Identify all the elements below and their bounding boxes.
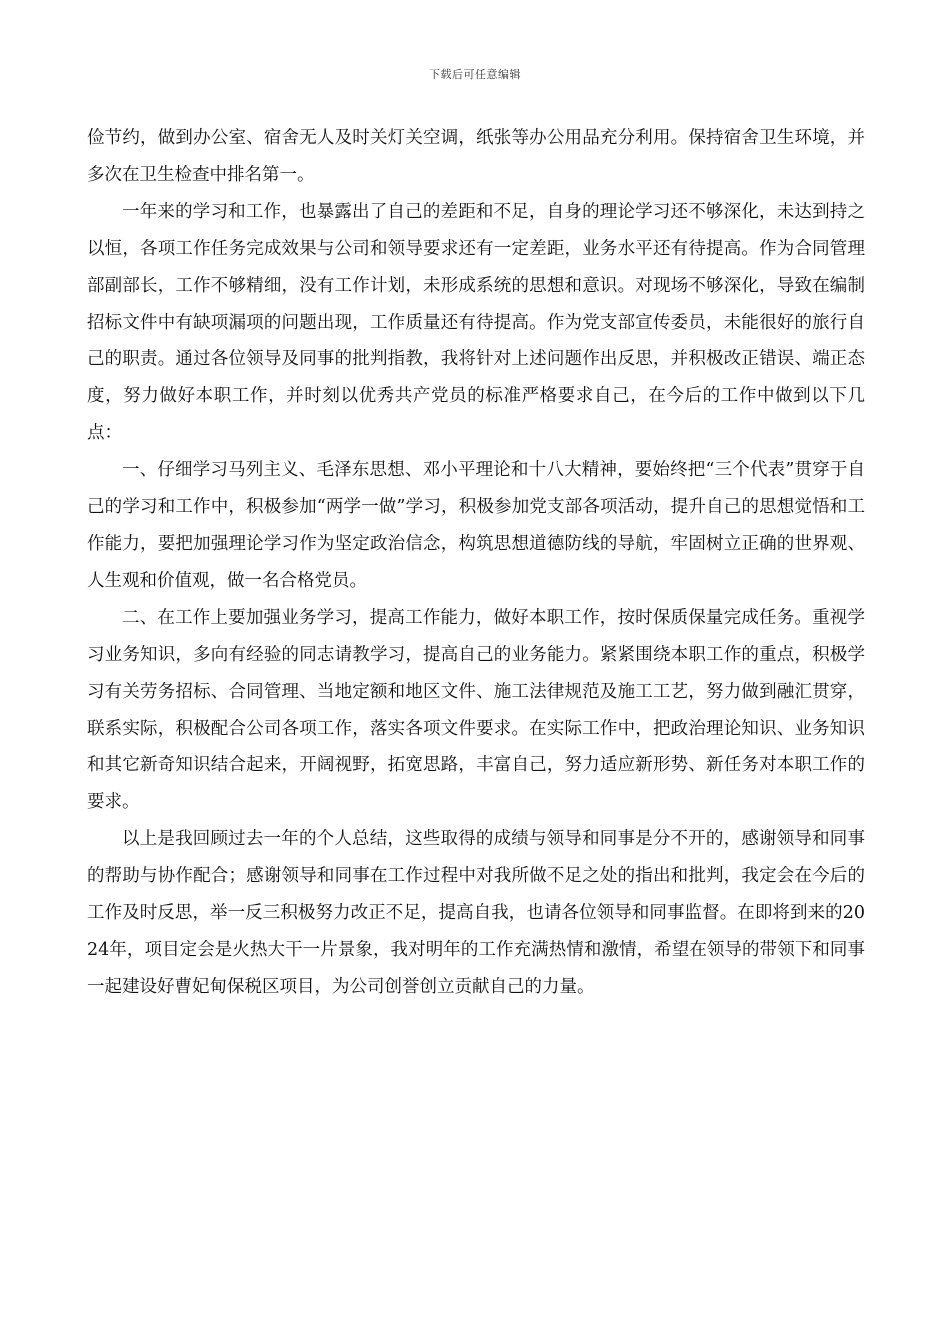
paragraph-5: 以上是我回顾过去一年的个人总结，这些取得的成绩与领导和同事是分不开的，感谢领导和同事的帮助与协作配合；感谢领导和同事在工作过程中对我所做不足之处的指出和批判，我定会在今后的工作及时反思，举一反三积极努力改正不足，提高自我，也请各位领导和同事监督。在即将到来的2024年，项目定会是火热大干一片景象，我对明年的工作充满热情和激情，希望在领导的带领下和同事一起建设好曹妃甸保税区项目，为公司创誉创立贡献自己的力量。 (87, 829, 865, 997)
paragraph-2: 一年来的学习和工作，也暴露出了自己的差距和不足，自身的理论学习还不够深化，未达到持之以恒，各项工作任务完成效果与公司和领导要求还有一定差距，业务水平还有待提高。作为合同管理部副部长，工作不够精细，没有工作计划，未形成系统的思想和意识。对现场不够深化，导致在编制招标文件中有缺项漏项的问题出现，工作质量还有待提高。作为党支部宣传委员，未能很好的旅行自己的职责。通过各位领导及同事的批判指教，我将针对上述问题作出反思，并积极改正错误、端正态度，努力做好本职工作，并时刻以优秀共产党员的标准严格要求自己，在今后的工作中做到以下几点： (87, 201, 865, 444)
page-header: 下载后可任意编辑 (429, 68, 521, 81)
paragraph-3: 一、仔细学习马列主义、毛泽东思想、邓小平理论和十八大精神，要始终把“三个代表”贯穿于自己的学习和工作中，积极参加“两学一做”学习，积极参加党支部各项活动，提升自己的思想觉悟和工作能力，要把加强理论学习作为坚定政治信念，构筑思想道德防线的导航，牢固树立正确的世界观、人生观和价值观，做一名合格党员。 (87, 460, 865, 591)
paragraph-4: 二、在工作上要加强业务学习，提高工作能力，做好本职工作，按时保质保量完成任务。重视学习业务知识，多向有经验的同志请教学习，提高自己的业务能力。紧紧围绕本职工作的重点，积极学习有关劳务招标、合同管理、当地定额和地区文件、施工法律规范及施工工艺，努力做到融汇贯穿，联系实际，积极配合公司各项工作，落实各项文件要求。在实际工作中，把政治理论知识、业务知识和其它新奇知识结合起来，开阔视野，拓宽思路，丰富自己，努力适应新形势、新任务对本职工作的要求。 (87, 607, 865, 813)
document-body (87, 120, 865, 1006)
paragraph-1: 俭节约，做到办公室、宿舍无人及时关灯关空调，纸张等办公用品充分利用。保持宿舍卫生环境，并多次在卫生检查中排名第一。 (87, 128, 865, 185)
